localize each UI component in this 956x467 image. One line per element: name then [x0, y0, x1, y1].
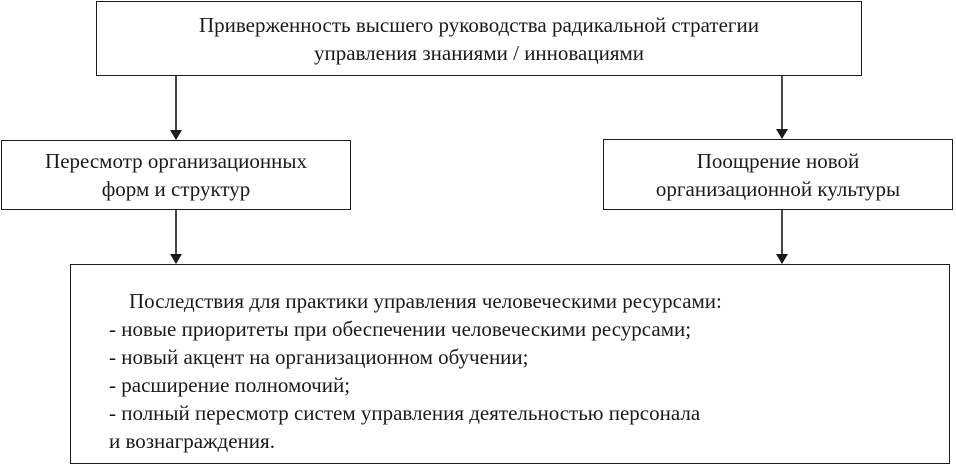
consequence-item: и вознаграждения.	[109, 429, 275, 453]
consequences-heading: Последствия для практики управления человеческими ресурсами:	[129, 289, 722, 313]
consequence-item: - расширение полномочий;	[109, 373, 351, 397]
right-box-line-2: организационной культуры	[655, 176, 901, 201]
top-box-commitment	[96, 1, 862, 76]
top-box-line-2: управления знаниями / инновациями	[313, 40, 645, 65]
left-box-line-2: форм и структур	[101, 177, 251, 201]
consequence-item: - новый акцент на организационном обучении;	[109, 345, 529, 369]
consequences-list	[109, 315, 700, 455]
bottom-box-consequences	[70, 264, 950, 464]
top-box-line-1: Приверженность высшего руководства радикальной стратегии	[198, 12, 760, 37]
left-box-structures	[1, 140, 351, 210]
consequence-item: - полный пересмотр систем управления деятельностью персонала	[109, 401, 701, 425]
right-box-line-1: Поощрение новой	[696, 148, 860, 173]
left-box-line-1: Пересмотр организационных	[45, 149, 307, 173]
consequence-item: - новые приоритеты при обеспечении человеческими ресурсами;	[109, 317, 692, 341]
right-box-culture	[603, 139, 953, 210]
